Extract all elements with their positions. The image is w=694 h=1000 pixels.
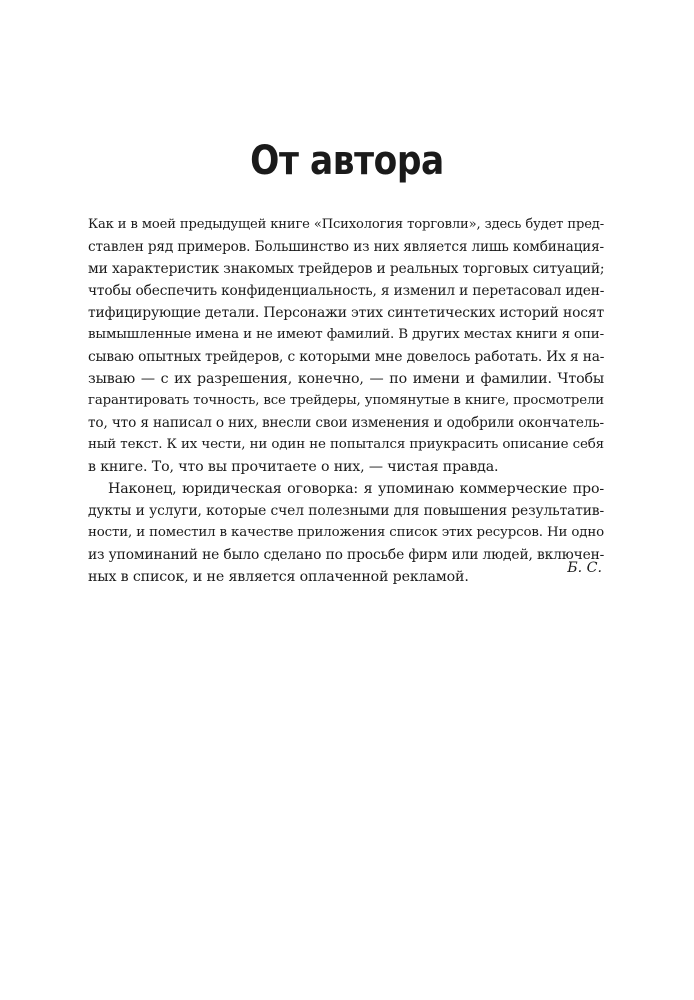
text-line: ных в список, и не является оплаченной рекламой. xyxy=(88,569,469,585)
author-signature: Б. С. xyxy=(567,560,602,576)
text-line: дукты и услуги, которые счел полезными для повышения результатив- xyxy=(88,503,604,519)
text-line: то, что я написал о них, внесли свои изменения и одобрили окончатель- xyxy=(88,415,604,431)
body-text xyxy=(88,214,604,588)
text-line: зываю — с их разрешения, конечно, — по имени и фамилии. Чтобы xyxy=(88,371,604,387)
text-line: ставлен ряд примеров. Большинство из них является лишь комбинация- xyxy=(88,239,604,255)
text-line: тифицирующие детали. Персонажи этих синтетических историй носят xyxy=(88,305,604,321)
text-line: сываю опытных трейдеров, с которыми мне довелось работать. Их я на- xyxy=(88,349,605,365)
text-line: гарантировать точность, все трейдеры, упомянутые в книге, просмотрели xyxy=(88,393,604,408)
paragraph xyxy=(88,478,604,588)
paragraph xyxy=(88,214,604,478)
text-line: ный текст. К их чести, ни один не попытался приукрасить описание себя xyxy=(88,437,604,452)
text-line: ми характеристик знакомых трейдеров и реальных торговых ситуаций; xyxy=(88,261,605,277)
chapter-title: От автора xyxy=(250,137,444,184)
text-line: Наконец, юридическая оговорка: я упоминаю коммерческие про- xyxy=(108,481,604,497)
text-line: в книге. То, что вы прочитаете о них, — чистая правда. xyxy=(88,459,499,475)
text-line: ности, и поместил в качестве приложения список этих ресурсов. Ни одно xyxy=(88,525,604,540)
text-line: из упоминаний не было сделано по просьбе фирм или людей, включен- xyxy=(88,547,605,563)
text-line: Как и в моей предыдущей книге «Психология торговли», здесь будет пред- xyxy=(88,217,604,232)
text-line: чтобы обеспечить конфиденциальность, я изменил и перетасовал иден- xyxy=(88,283,605,299)
text-line: вымышленные имена и не имеют фамилий. В других местах книги я опи- xyxy=(88,327,604,342)
